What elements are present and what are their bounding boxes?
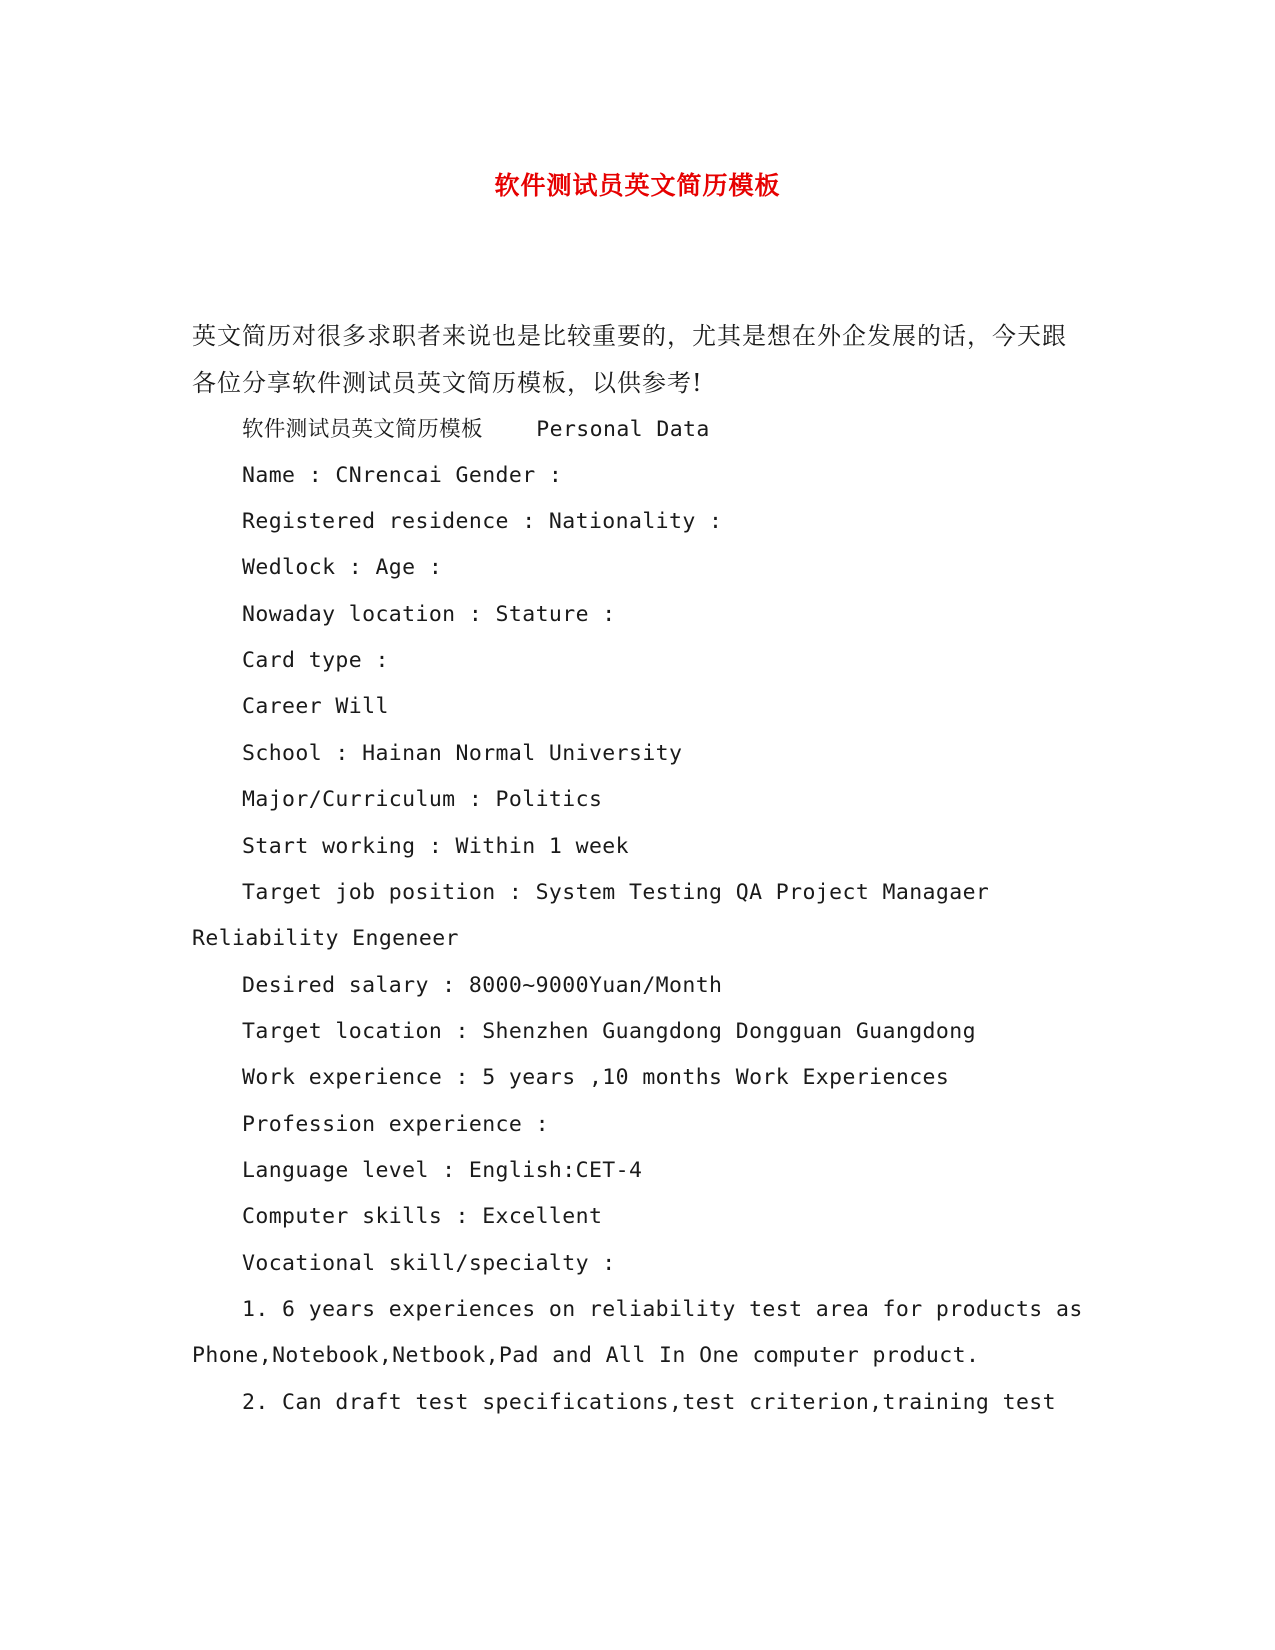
major-line: Major/Curriculum : Politics <box>242 787 603 812</box>
target-location-line: Target location : Shenzhen Guangdong Dongguan Guangdong <box>242 1019 976 1044</box>
career-will-line: Career Will <box>242 694 389 719</box>
work-experience-line: Work experience : 5 years ,10 months Work Experiences <box>242 1065 950 1090</box>
skill-item-1-continued-line: Phone,Notebook,Netbook,Pad and All In One computer product. <box>192 1343 980 1368</box>
profession-experience-line: Profession experience : <box>242 1112 549 1137</box>
residence-nationality-line: Registered residence : Nationality : <box>242 509 723 534</box>
document-title: 软件测试员英文简历模板 <box>494 171 781 200</box>
desired-salary-line: Desired salary : 8000~9000Yuan/Month <box>242 973 723 998</box>
resume-heading-line: 软件测试员英文简历模板 Personal Data <box>242 417 710 442</box>
name-gender-line: Name : CNrencai Gender : <box>242 463 563 488</box>
start-working-line: Start working : Within 1 week <box>242 834 629 859</box>
wedlock-age-line: Wedlock : Age : <box>242 555 443 580</box>
intro-line-2: 各位分享软件测试员英文简历模板，以供参考! <box>192 369 703 397</box>
school-line: School : Hainan Normal University <box>242 741 683 766</box>
vocational-skill-line: Vocational skill/specialty : <box>242 1251 616 1276</box>
intro-line-1: 英文简历对很多求职者来说也是比较重要的，尤其是想在外企发展的话，今天跟 <box>192 322 1067 350</box>
computer-skills-line: Computer skills : Excellent <box>242 1204 603 1229</box>
location-stature-line: Nowaday location : Stature : <box>242 602 616 627</box>
language-level-line: Language level : English:CET-4 <box>242 1158 643 1183</box>
target-job-line: Target job position : System Testing QA Project Managaer <box>242 880 990 905</box>
target-job-continued-line: Reliability Engeneer <box>192 926 459 951</box>
skill-item-1-line: 1. 6 years experiences on reliability test area for products as <box>242 1297 1083 1322</box>
skill-item-2-line: 2. Can draft test specifications,test criterion,training test <box>242 1390 1056 1415</box>
card-type-line: Card type : <box>242 648 389 673</box>
